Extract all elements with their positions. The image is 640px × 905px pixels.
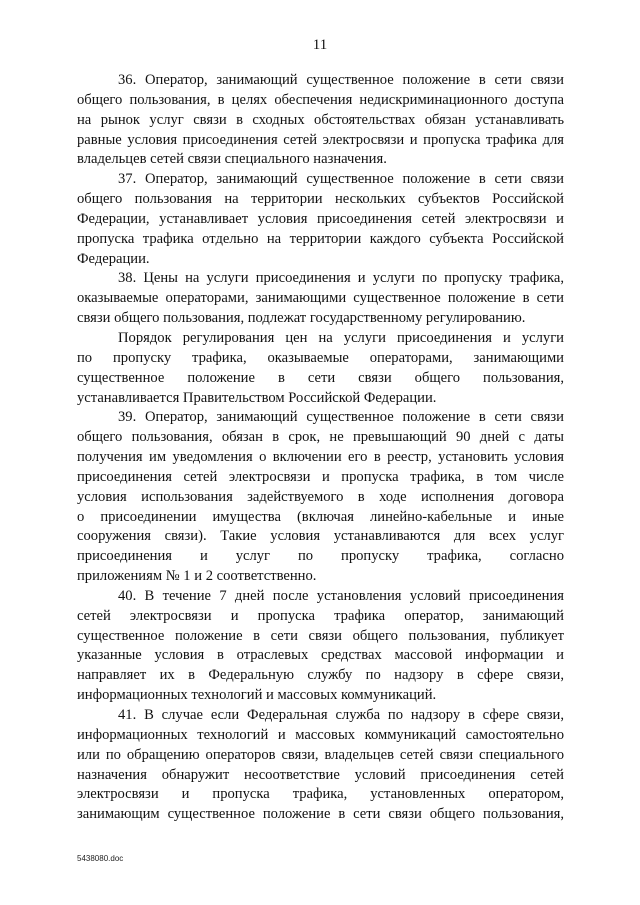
text-line: 40. В течение 7 дней после установления условий присоединения [118, 587, 564, 604]
text-line: назначения обнаружит несоответствие условий присоединения сетей [77, 766, 564, 783]
text-line: о присоединении имущества (включая линейно-кабельные и иные [77, 508, 564, 525]
paragraph-p41 [77, 706, 564, 825]
text-line: или по обращению операторов связи, владельцев сетей связи специального [77, 746, 564, 763]
text-line: пропуска трафика отдельно на территории каждого субъекта Российской [77, 230, 564, 247]
text-line: связи общего пользования, подлежат государственному регулированию. [77, 310, 526, 327]
text-line: общего пользования, в целях обеспечения недискриминационного доступа [77, 91, 564, 108]
text-line: занимающим существенное положение в сети связи общего пользования, [77, 806, 564, 823]
text-line: по пропуску трафика, оказываемые операторами, занимающими [77, 349, 564, 366]
text-line: Порядок регулирования цен на услуги присоединения и услуги [118, 329, 564, 346]
text-line: существенное положение в сети связи общего пользования, публикует [77, 627, 564, 644]
text-line: 37. Оператор, занимающий существенное положение в сети связи [118, 171, 564, 188]
text-line: общего пользования на территории нескольких субъектов Российской [77, 191, 564, 208]
text-line: электросвязи и пропуска трафика, установленных оператором, [77, 786, 564, 803]
text-line: на рынок услуг связи в сходных обстоятельствах обязан устанавливать [77, 111, 564, 128]
text-line: Федерации. [77, 250, 150, 267]
text-line: устанавливается Правительством Российской Федерации. [77, 389, 437, 406]
paragraph-p38 [77, 269, 564, 329]
text-line: приложениям № 1 и 2 соответственно. [77, 568, 317, 585]
paragraph-p36 [77, 71, 564, 170]
text-line: указанные условия в отраслевых средствах массовой информации и [77, 647, 564, 664]
text-line: присоединения сетей электросвязи и пропуска трафика, в том числе [77, 468, 564, 485]
text-line: 36. Оператор, занимающий существенное положение в сети связи [118, 72, 564, 88]
text-line: оказываемые операторами, занимающими существенное положение в сети [77, 290, 564, 307]
text-line: информационных технологий и массовых коммуникаций самостоятельно [77, 726, 564, 743]
text-line: общего пользования, обязан в срок, не превышающий 90 дней с даты [77, 429, 564, 446]
text-line: сооружения связи). Такие условия устанавливаются для всех услуг [77, 528, 564, 545]
text-line: присоединения и услуг по пропуску трафика, согласно [77, 548, 564, 565]
text-line: получения им уведомления о включении его в реестр, установить условия [77, 449, 564, 466]
text-line: 39. Оператор, занимающий существенное положение в сети связи [118, 409, 564, 426]
text-line: направляет их в Федеральную службу по надзору в сфере связи, [77, 667, 564, 684]
paragraph-p40 [77, 587, 564, 706]
text-line: существенное положение в сети связи общего пользования, [77, 369, 564, 386]
text-line: 41. В случае если Федеральная служба по надзору в сфере связи, [118, 707, 564, 723]
paragraph-p38b [77, 329, 564, 408]
text-line: владельцев сетей связи специального назначения. [77, 151, 387, 168]
text-line: информационных технологий и массовых коммуникаций. [77, 687, 437, 704]
text-line: равные условия присоединения сетей электросвязи и пропуска трафика для [77, 131, 564, 148]
text-line: сетей электросвязи и пропуска трафика оператор, занимающий [77, 607, 564, 624]
page-number: 11 [312, 37, 328, 53]
text-line: условия использования задействуемого в ходе исполнения договора [77, 488, 564, 505]
text-line: Федерации, устанавливает условия присоединения сетей электросвязи и [77, 210, 564, 227]
document-body [77, 71, 564, 825]
footer-file-name: 5438080.doc [77, 854, 124, 863]
paragraph-p37 [77, 170, 564, 269]
text-line: 38. Цены на услуги присоединения и услуги по пропуску трафика, [118, 270, 564, 287]
paragraph-p39 [77, 408, 564, 587]
